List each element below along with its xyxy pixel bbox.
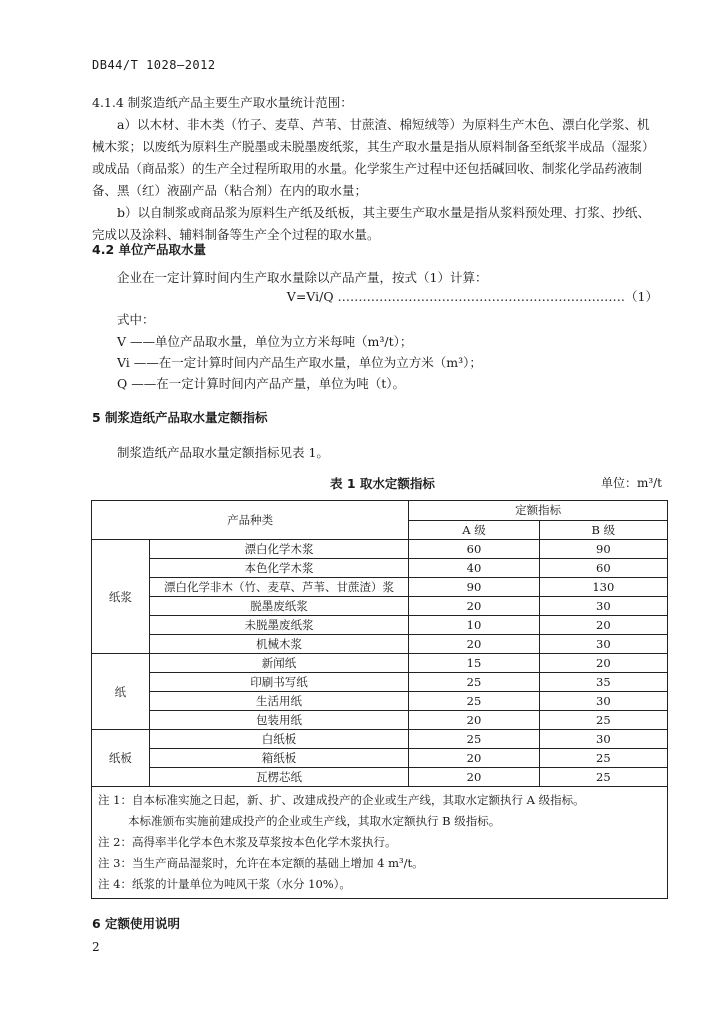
grade-b-cell: 60 [539, 559, 667, 578]
grade-a-cell: 25 [409, 692, 539, 711]
section-6-title: 6 定额使用说明 [92, 916, 181, 931]
table-row [92, 730, 668, 749]
grade-b-cell: 20 [539, 654, 667, 673]
product-cell: 新闻纸 [149, 654, 409, 673]
quota-table [91, 500, 668, 899]
table-notes-row [92, 787, 668, 899]
section-5-title: 5 制浆造纸产品取水量定额指标 [92, 410, 268, 425]
grade-a-cell: 40 [409, 559, 539, 578]
section-4-1-4-title: 4.1.4 制浆造纸产品主要生产取水量统计范围： [92, 95, 353, 110]
item-a-line-2: 械木浆；以废纸为原料生产脱墨或未脱墨废纸浆，其生产取水量是指从原料制备至纸浆半成品（湿浆） [92, 139, 655, 154]
grade-a-cell: 20 [409, 749, 539, 768]
category-cell: 纸板 [92, 730, 150, 787]
def-q: Q ——在一定计算时间内产品产量，单位为吨（t）。 [117, 376, 405, 391]
grade-a-cell: 20 [409, 711, 539, 730]
table-unit: 单位：m³/t [600, 476, 662, 490]
table-row [92, 711, 668, 730]
grade-b-cell: 35 [539, 673, 667, 692]
table-note-line: 注 1：自本标准实施之日起，新、扩、改建成投产的企业或生产线，其取水定额执行 A 级指标。 [98, 793, 585, 807]
product-cell: 漂白化学木浆 [149, 540, 409, 559]
product-cell: 机械木浆 [149, 635, 409, 654]
grade-a-cell: 20 [409, 635, 539, 654]
formula-intro: 企业在一定计算时间内生产取水量除以产品产量，按式（1）计算： [117, 270, 488, 285]
table-row [92, 749, 668, 768]
where-label: 式中： [117, 312, 155, 327]
grade-a-cell: 60 [409, 540, 539, 559]
grade-a-cell: 10 [409, 616, 539, 635]
table-notes [92, 787, 668, 899]
product-cell: 生活用纸 [149, 692, 409, 711]
def-v: V ——单位产品取水量，单位为立方米每吨（m³/t）； [117, 334, 413, 349]
grade-a-cell: 90 [409, 578, 539, 597]
product-cell: 未脱墨废纸浆 [149, 616, 409, 635]
header-product: 产品种类 [92, 501, 409, 540]
def-vi: Vi ——在一定计算时间内产品生产取水量，单位为立方米（m³）； [117, 355, 482, 370]
grade-a-cell: 25 [409, 673, 539, 692]
grade-b-cell: 25 [539, 749, 667, 768]
category-cell: 纸浆 [92, 540, 150, 654]
page-number: 2 [92, 940, 100, 954]
section-5-intro: 制浆造纸产品取水量定额指标见表 1。 [117, 445, 329, 460]
item-b-line-2: 完成以及涂料、辅料制备等生产全个过程的取水量。 [92, 227, 380, 242]
product-cell: 瓦楞芯纸 [149, 768, 409, 787]
product-cell: 包装用纸 [149, 711, 409, 730]
section-4-2-title: 4.2 单位产品取水量 [92, 242, 206, 257]
table-header-row [92, 501, 668, 521]
table-row [92, 540, 668, 559]
product-cell: 本色化学木浆 [149, 559, 409, 578]
formula-1: V=Vi/Q ……………………………………………………………（1） [286, 289, 658, 304]
table-row [92, 578, 668, 597]
item-a-line-3: 或成品（商品浆）的生产全过程所取用的水量。化学浆生产过程中还包括碱回收、制浆化学品药液制 [92, 161, 643, 176]
header-grade-a: A 级 [409, 520, 539, 540]
document-id: DB44/T 1028—2012 [92, 58, 216, 72]
grade-b-cell: 30 [539, 730, 667, 749]
category-cell: 纸 [92, 654, 150, 730]
table-row [92, 559, 668, 578]
grade-a-cell: 15 [409, 654, 539, 673]
product-cell: 白纸板 [149, 730, 409, 749]
grade-b-cell: 90 [539, 540, 667, 559]
grade-b-cell: 30 [539, 597, 667, 616]
table-row [92, 673, 668, 692]
product-cell: 印刷书写纸 [149, 673, 409, 692]
table-note-line: 本标准颁布实施前建成投产的企业或生产线，其取水定额执行 B 级指标。 [128, 814, 501, 828]
table-row [92, 635, 668, 654]
item-a-line-4: 备、黑（红）液副产品（粘合剂）在内的取水量； [92, 183, 368, 198]
item-b-line-1: b）以自制浆或商品浆为原料生产纸及纸板，其主要生产取水量是指从浆料预处理、打浆、抄纸、 [117, 205, 651, 220]
grade-a-cell: 25 [409, 730, 539, 749]
table-row [92, 616, 668, 635]
grade-b-cell: 25 [539, 768, 667, 787]
grade-b-cell: 20 [539, 616, 667, 635]
table-note-line: 注 2：高得率半化学本色木浆及草浆按本色化学木浆执行。 [98, 835, 397, 849]
table-caption: 表 1 取水定额指标 [330, 476, 435, 491]
grade-a-cell: 20 [409, 768, 539, 787]
table-note-line: 注 3：当生产商品湿浆时，允许在本定额的基础上增加 4 m³/t。 [98, 856, 424, 870]
grade-b-cell: 25 [539, 711, 667, 730]
product-cell: 脱墨废纸浆 [149, 597, 409, 616]
table-note-line: 注 4：纸浆的计量单位为吨风干浆（水分 10%）。 [98, 877, 351, 891]
table-row [92, 654, 668, 673]
table-row [92, 692, 668, 711]
grade-b-cell: 30 [539, 692, 667, 711]
grade-b-cell: 30 [539, 635, 667, 654]
product-cell: 箱纸板 [149, 749, 409, 768]
table-row [92, 768, 668, 787]
table-row [92, 597, 668, 616]
product-cell: 漂白化学非木（竹、麦草、芦苇、甘蔗渣）浆 [149, 578, 409, 597]
header-quota: 定额指标 [409, 501, 668, 521]
grade-b-cell: 130 [539, 578, 667, 597]
grade-a-cell: 20 [409, 597, 539, 616]
header-grade-b: B 级 [539, 520, 667, 540]
item-a-line-1: a）以木材、非木类（竹子、麦草、芦苇、甘蔗渣、棉短绒等）为原料生产木色、漂白化学浆、机 [117, 117, 650, 132]
